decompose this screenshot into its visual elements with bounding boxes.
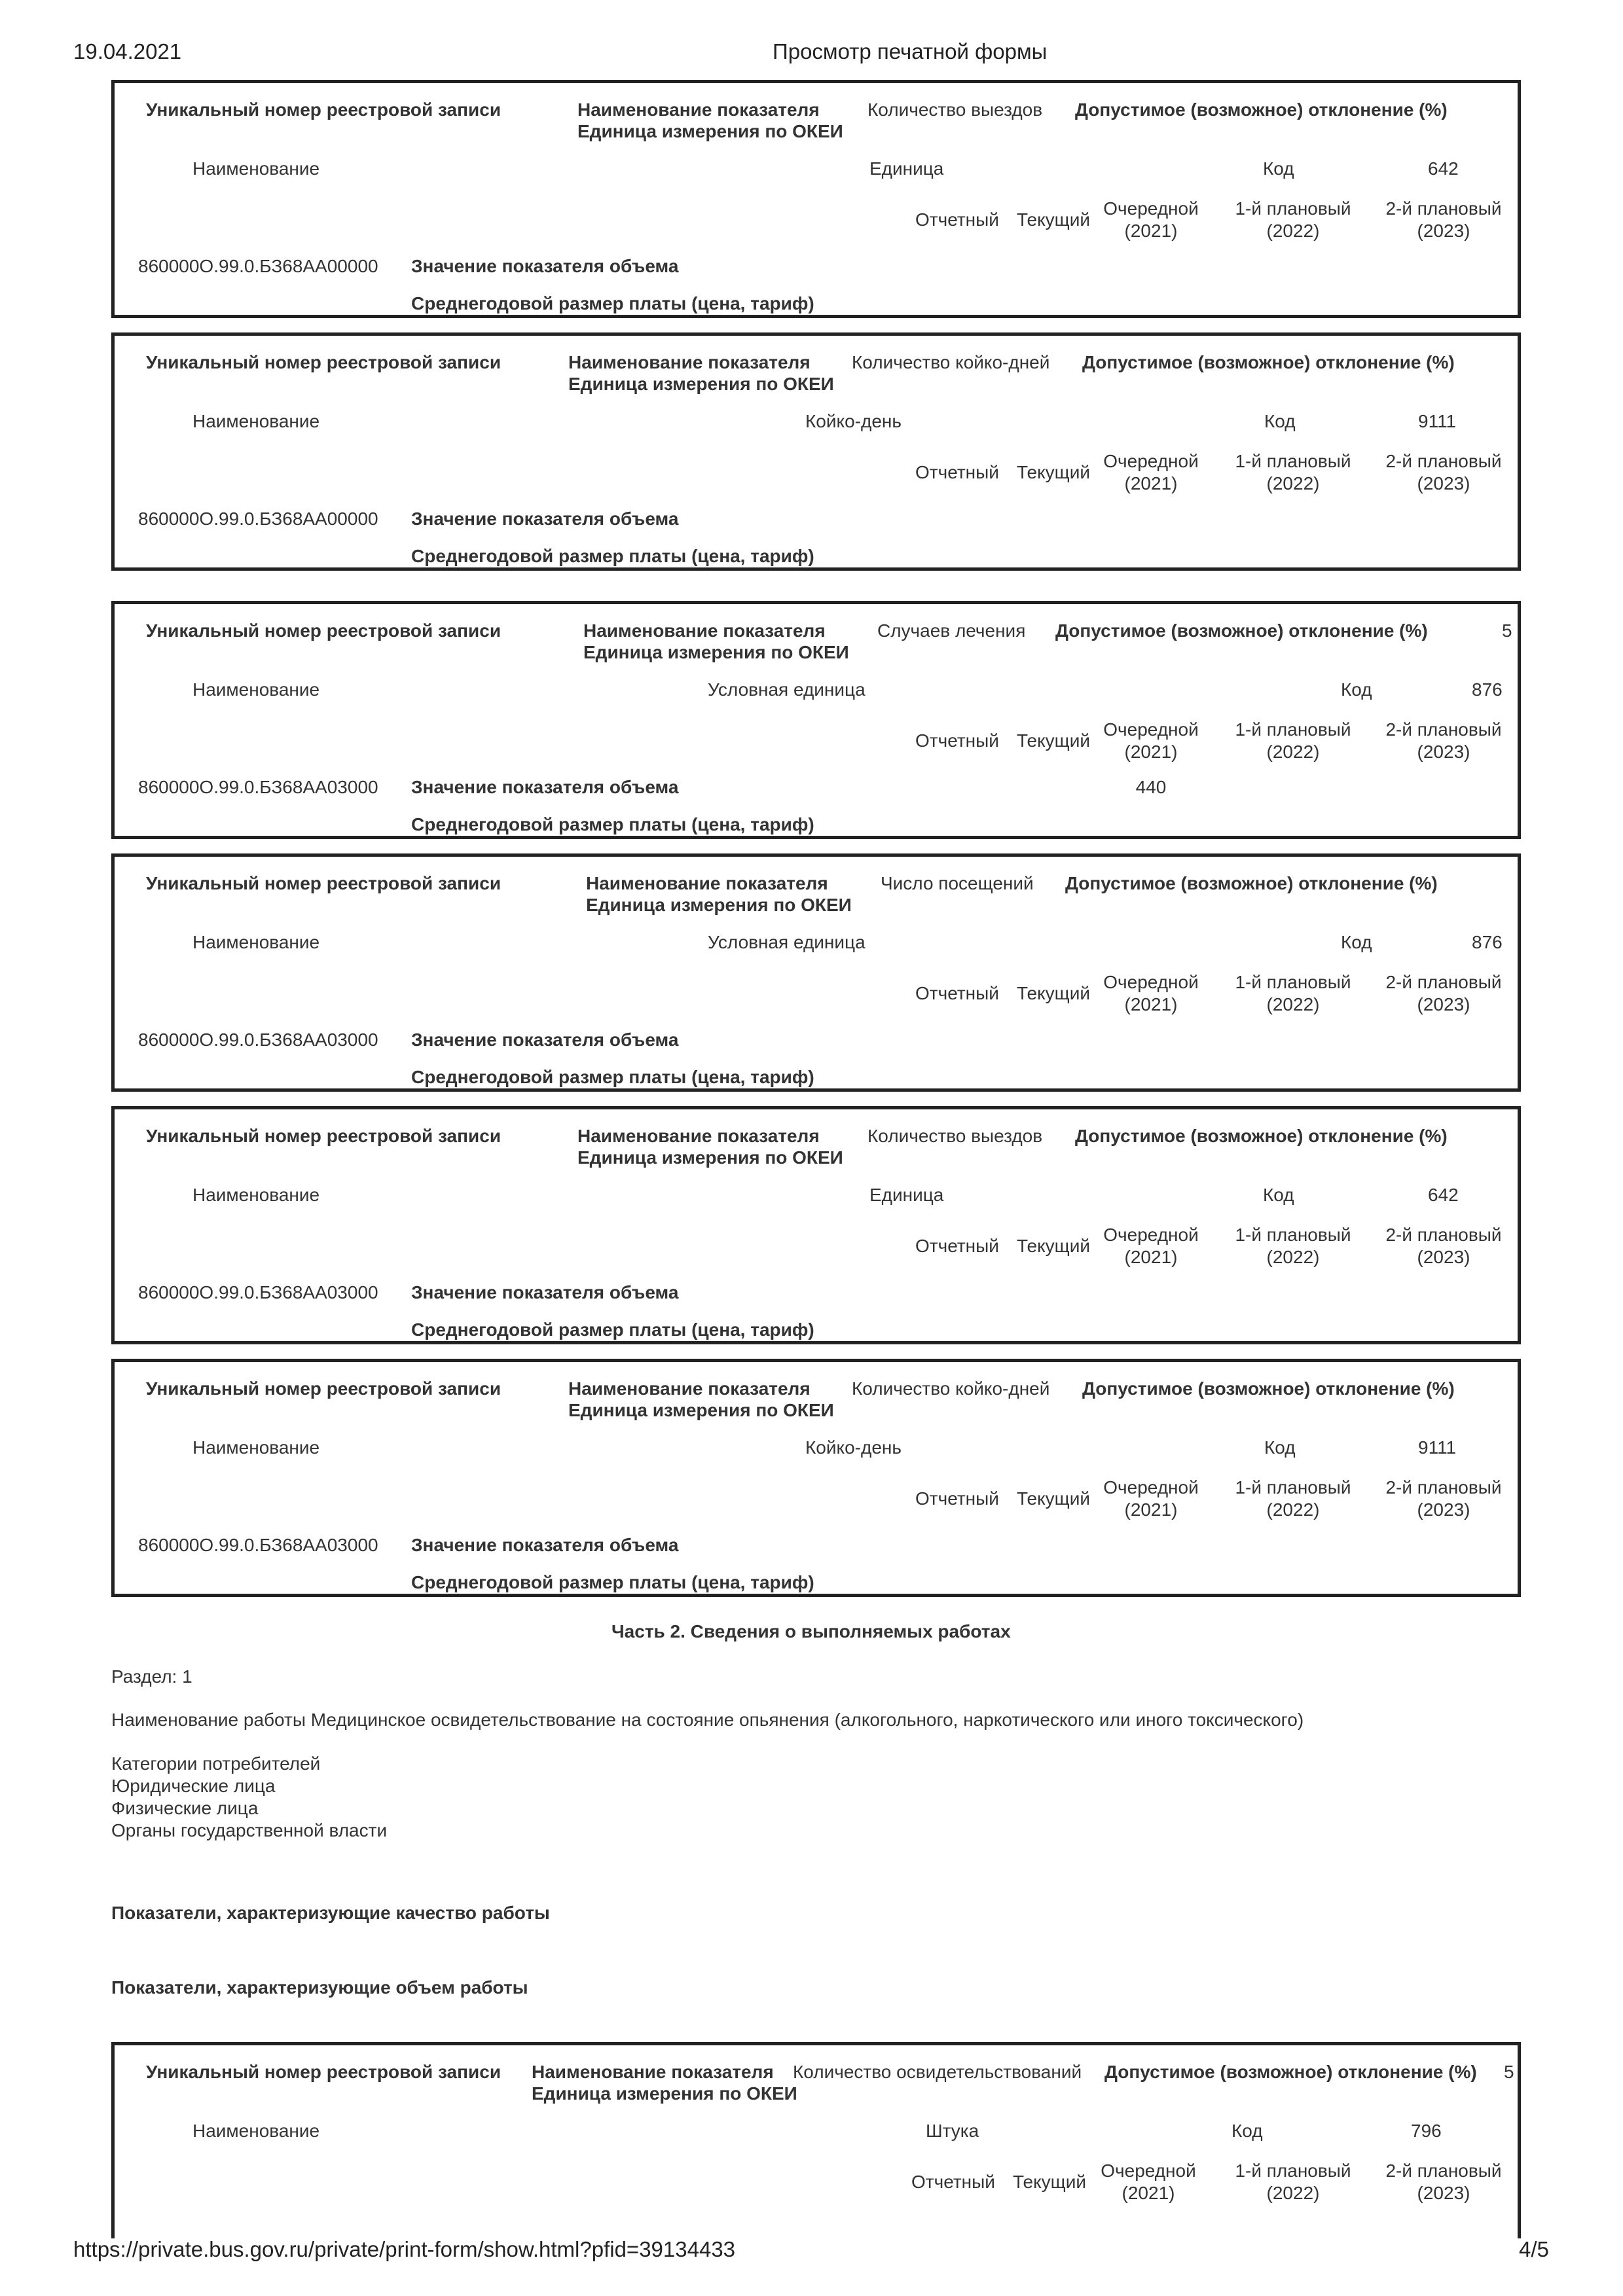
current-label: Текущий: [1017, 1236, 1090, 1256]
plan1-header: 1-й плановый (2022): [1235, 451, 1351, 493]
code-value: 9111: [1418, 1437, 1457, 1458]
okei-unit-label: Единица измерения по ОКЕИ: [577, 121, 843, 141]
indicator-value: Количество выездов: [867, 1126, 1043, 1146]
reporting-label: Отчетный: [915, 462, 999, 482]
reporting-label: Отчетный: [915, 983, 999, 1003]
unit-value: Койко-день: [805, 411, 902, 431]
volume-value-label: Значение показателя объема: [411, 1282, 679, 1302]
name-label: Наименование: [192, 1185, 320, 1205]
code-label: Код: [1341, 679, 1372, 700]
plan2-header: 2-й плановый (2023): [1385, 198, 1502, 241]
unique-record-label: Уникальный номер реестровой записи: [146, 99, 501, 120]
deviation-label: Допустимое (возможное) отклонение (%): [1055, 620, 1428, 641]
current-label: Текущий: [1017, 983, 1090, 1003]
deviation-label: Допустимое (возможное) отклонение (%): [1065, 873, 1438, 893]
plan1-header: 1-й плановый (2022): [1235, 972, 1351, 1014]
unique-record-label: Уникальный номер реестровой записи: [146, 1126, 501, 1146]
indicator-value: Случаев лечения: [877, 620, 1026, 641]
print-date: 19.04.2021: [73, 39, 182, 63]
deviation-label: Допустимое (возможное) отклонение (%): [1104, 2062, 1477, 2082]
name-label: Наименование: [192, 411, 320, 431]
reporting-label: Отчетный: [915, 730, 999, 751]
deviation-value: 5: [1504, 2062, 1514, 2082]
avg-fee-label: Среднегодовой размер платы (цена, тариф): [411, 293, 814, 314]
unique-record-label: Уникальный номер реестровой записи: [146, 620, 501, 641]
okei-unit-label: Единица измерения по ОКЕИ: [568, 374, 834, 394]
deviation-label: Допустимое (возможное) отклонение (%): [1075, 1126, 1448, 1146]
volume-table-1: [111, 80, 1521, 318]
plan2-header: 2-й плановый (2023): [1385, 2161, 1502, 2203]
volume-next-value: 440: [1135, 777, 1167, 797]
okei-unit-label: Единица измерения по ОКЕИ: [577, 1147, 843, 1168]
volume-value-label: Значение показателя объема: [411, 777, 679, 797]
unit-value: Койко-день: [805, 1437, 902, 1458]
avg-fee-label: Среднегодовой размер платы (цена, тариф): [411, 814, 814, 834]
reporting-label: Отчетный: [915, 209, 999, 230]
indicator-name-label: Наименование показателя: [583, 620, 826, 641]
unit-value: Условная единица: [708, 932, 866, 952]
plan2-header: 2-й плановый (2023): [1385, 972, 1502, 1014]
record-number: 860000О.99.0.БЗ68АА03000: [138, 777, 378, 797]
next-year-header: Очередной (2021): [1101, 2161, 1196, 2203]
plan1-header: 1-й плановый (2022): [1235, 719, 1351, 762]
next-year-header: Очередной (2021): [1103, 451, 1199, 493]
quality-indicators-title: Показатели, характеризующие качество работы: [111, 1903, 550, 1923]
indicator-value: Количество койко-дней: [852, 352, 1050, 372]
plan1-header: 1-й плановый (2022): [1235, 2161, 1351, 2203]
record-number: 860000О.99.0.БЗ68АА03000: [138, 1535, 378, 1555]
indicator-name-label: Наименование показателя: [577, 1126, 820, 1146]
plan2-header: 2-й плановый (2023): [1385, 1477, 1502, 1520]
current-label: Текущий: [1017, 730, 1090, 751]
indicator-name-label: Наименование показателя: [532, 2062, 774, 2082]
indicator-value: Количество выездов: [867, 99, 1043, 120]
avg-fee-label: Среднегодовой размер платы (цена, тариф): [411, 1319, 814, 1340]
record-number: 860000О.99.0.БЗ68АА03000: [138, 1030, 378, 1050]
section-number: Раздел: 1: [111, 1666, 192, 1687]
code-label: Код: [1263, 158, 1294, 179]
code-value: 796: [1411, 2121, 1442, 2141]
okei-unit-label: Единица измерения по ОКЕИ: [583, 642, 849, 662]
unique-record-label: Уникальный номер реестровой записи: [146, 873, 501, 893]
name-label: Наименование: [192, 2121, 320, 2141]
consumer-item: Физические лица: [111, 1798, 259, 1818]
indicator-value: Количество койко-дней: [852, 1378, 1050, 1399]
next-year-header: Очередной (2021): [1103, 198, 1199, 241]
code-label: Код: [1231, 2121, 1263, 2141]
unit-value: Штука: [926, 2121, 979, 2141]
code-label: Код: [1263, 1185, 1294, 1205]
indicator-name-label: Наименование показателя: [568, 352, 811, 372]
code-label: Код: [1341, 932, 1372, 952]
next-year-header: Очередной (2021): [1103, 719, 1199, 762]
indicator-value: Число посещений: [881, 873, 1034, 893]
consumer-item: Органы государственной власти: [111, 1820, 388, 1840]
code-value: 642: [1428, 1185, 1459, 1205]
unit-value: Единица: [869, 1185, 944, 1205]
work-name: Наименование работы Медицинское освидетельствование на состояние опьянения (алкогольного, наркотического или иного токсического): [111, 1710, 1304, 1730]
reporting-label: Отчетный: [915, 1488, 999, 1509]
next-year-header: Очередной (2021): [1103, 972, 1199, 1014]
deviation-value: 5: [1502, 620, 1512, 641]
next-year-header: Очередной (2021): [1103, 1225, 1199, 1267]
volume-value-label: Значение показателя объема: [411, 1535, 679, 1555]
code-label: Код: [1264, 1437, 1296, 1458]
unit-value: Единица: [869, 158, 944, 179]
reporting-label: Отчетный: [911, 2172, 995, 2192]
plan2-header: 2-й плановый (2023): [1385, 1225, 1502, 1267]
code-value: 642: [1428, 158, 1459, 179]
name-label: Наименование: [192, 1437, 320, 1458]
current-label: Текущий: [1017, 462, 1090, 482]
name-label: Наименование: [192, 679, 320, 700]
code-value: 876: [1472, 932, 1503, 952]
current-label: Текущий: [1017, 1488, 1090, 1509]
avg-fee-label: Среднегодовой размер платы (цена, тариф): [411, 546, 814, 566]
unit-value: Условная единица: [708, 679, 866, 700]
next-year-header: Очередной (2021): [1103, 1477, 1199, 1520]
consumer-item: Юридические лица: [111, 1776, 276, 1796]
volume-table-6: [111, 1359, 1521, 1597]
okei-unit-label: Единица измерения по ОКЕИ: [532, 2083, 797, 2104]
volume-table-4: [111, 853, 1521, 1092]
code-value: 9111: [1418, 411, 1457, 431]
okei-unit-label: Единица измерения по ОКЕИ: [568, 1400, 834, 1420]
name-label: Наименование: [192, 158, 320, 179]
indicator-name-label: Наименование показателя: [568, 1378, 811, 1399]
indicator-value: Количество освидетельствований: [793, 2062, 1082, 2082]
volume-table-5: [111, 1106, 1521, 1344]
avg-fee-label: Среднегодовой размер платы (цена, тариф): [411, 1572, 814, 1592]
avg-fee-label: Среднегодовой размер платы (цена, тариф): [411, 1067, 814, 1087]
unique-record-label: Уникальный номер реестровой записи: [146, 352, 501, 372]
unique-record-label: Уникальный номер реестровой записи: [146, 2062, 501, 2082]
reporting-label: Отчетный: [915, 1236, 999, 1256]
page-number: 4/5: [1519, 2237, 1549, 2261]
volume-table-2: [111, 332, 1521, 571]
deviation-label: Допустимое (возможное) отклонение (%): [1082, 352, 1455, 372]
volume-value-label: Значение показателя объема: [411, 256, 679, 276]
page-url: https://private.bus.gov.ru/private/print-form/show.html?pfid=39134433: [73, 2237, 736, 2261]
okei-unit-label: Единица измерения по ОКЕИ: [586, 895, 852, 915]
volume-table-7: [111, 2042, 1521, 2238]
current-label: Текущий: [1013, 2172, 1086, 2192]
plan1-header: 1-й плановый (2022): [1235, 1477, 1351, 1520]
plan2-header: 2-й плановый (2023): [1385, 719, 1502, 762]
volume-value-label: Значение показателя объема: [411, 1030, 679, 1050]
volume-table-3: [111, 601, 1521, 839]
current-label: Текущий: [1017, 209, 1090, 230]
plan1-header: 1-й плановый (2022): [1235, 1225, 1351, 1267]
part2-title: Часть 2. Сведения о выполняемых работах: [611, 1621, 1011, 1641]
unique-record-label: Уникальный номер реестровой записи: [146, 1378, 501, 1399]
volume-value-label: Значение показателя объема: [411, 509, 679, 529]
volume-indicators-title: Показатели, характеризующие объем работы: [111, 1977, 528, 1998]
plan2-header: 2-й плановый (2023): [1385, 451, 1502, 493]
deviation-label: Допустимое (возможное) отклонение (%): [1082, 1378, 1455, 1399]
code-value: 876: [1472, 679, 1503, 700]
name-label: Наименование: [192, 932, 320, 952]
indicator-name-label: Наименование показателя: [577, 99, 820, 120]
deviation-label: Допустимое (возможное) отклонение (%): [1075, 99, 1448, 120]
page-title: Просмотр печатной формы: [773, 39, 1048, 63]
code-label: Код: [1264, 411, 1296, 431]
plan1-header: 1-й плановый (2022): [1235, 198, 1351, 241]
record-number: 860000О.99.0.БЗ68АА00000: [138, 509, 378, 529]
record-number: 860000О.99.0.БЗ68АА03000: [138, 1282, 378, 1302]
indicator-name-label: Наименование показателя: [586, 873, 828, 893]
record-number: 860000О.99.0.БЗ68АА00000: [138, 256, 378, 276]
consumers-title: Категории потребителей: [111, 1753, 321, 1774]
